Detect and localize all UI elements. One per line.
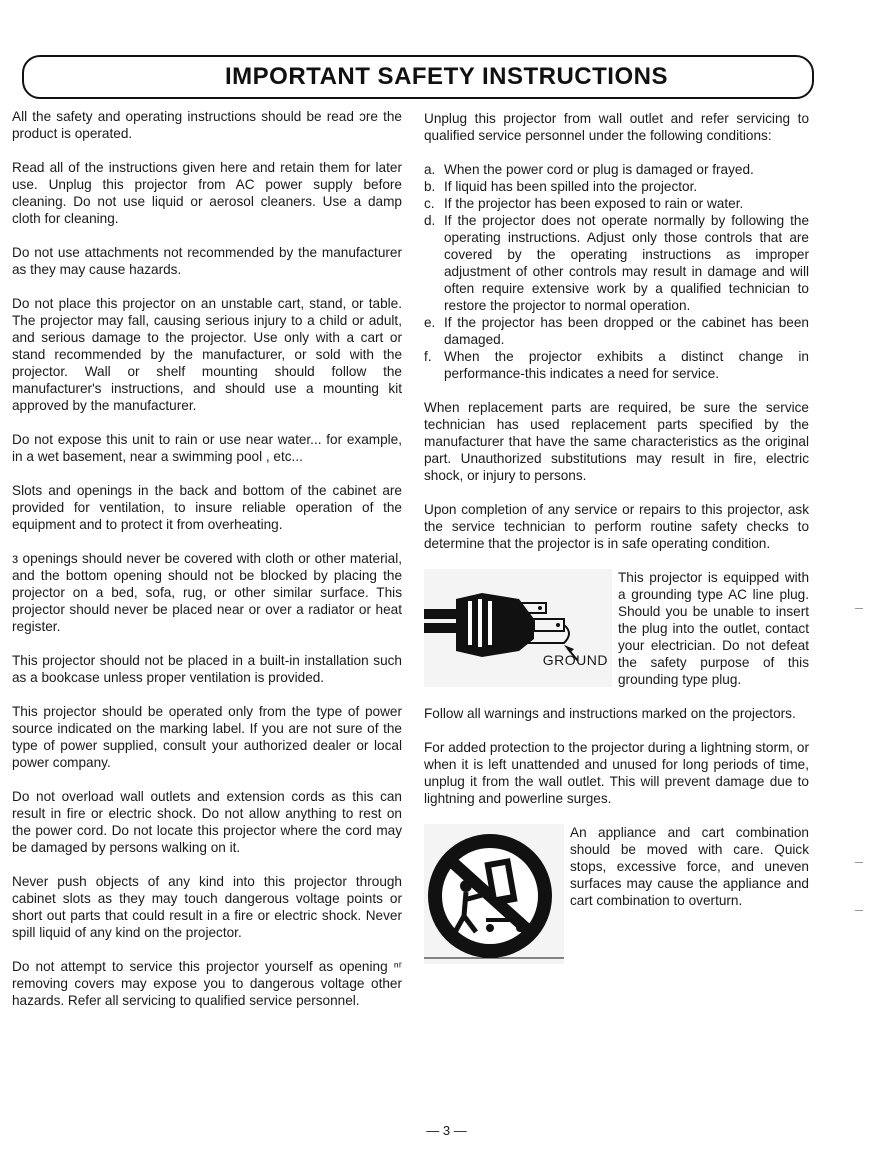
paragraph: Read all of the instructions given here and retain them for later use. Unplug this projector from AC power supply before cleaning. Do not use liquid or aerosol cleaners. Use a damp cloth for cleaning. [12, 160, 402, 226]
list-item [424, 348, 809, 382]
paragraph: Unplug this projector from wall outlet and refer servicing to qualified service personnel under the following conditions: [424, 111, 809, 143]
cart-warning-illustration [424, 824, 564, 964]
list-text: If the projector has been exposed to rain or water. [444, 196, 744, 211]
list-item [424, 161, 809, 178]
list-item [424, 314, 809, 348]
list-marker: e. [424, 315, 436, 330]
paragraph: Slots and openings in the back and bottom of the cabinet are provided for ventilation, to insure reliable operation of the equipment and to protect it from overheating. [12, 483, 402, 532]
cart-tipover-icon [424, 824, 564, 964]
margin-mark [855, 862, 863, 863]
list-marker: d. [424, 213, 436, 228]
list-marker: f. [424, 349, 432, 364]
paragraph: Do not attempt to service this projector yourself as opening ⁿʳ removing covers may expose you to dangerous voltage other hazards. Refer all servicing to qualified service personnel. [12, 959, 402, 1008]
list-text: If the projector has been dropped or the cabinet has been damaged. [444, 315, 809, 347]
list-item [424, 178, 809, 195]
page-title: IMPORTANT SAFETY INSTRUCTIONS [225, 63, 668, 90]
paragraph: Do not use attachments not recommended by the manufacturer as they may cause hazards. [12, 245, 402, 277]
paragraph: For added protection to the projector during a lightning storm, or when it is left unattended and unused for long periods of time, unplug it from the wall outlet. This will prevent damage due to lightning and powerline surges. [424, 740, 809, 806]
paragraph: Do not overload wall outlets and extension cords as this can result in fire or electric shock. Do not allow anything to rest on the power cord. Do not locate this projector where the cord may be damaged by persons walking on it. [12, 789, 402, 855]
conditions-list [424, 161, 809, 382]
margin-mark [855, 608, 863, 609]
paragraph: This projector should not be placed in a built-in installation such as a bookcase unless proper ventilation is provided. [12, 653, 402, 685]
cart-figure [424, 824, 809, 964]
ground-figure-text: This projector is equipped with a grounding type AC line plug. Should you be unable to insert the plug into the outlet, contact your electrician. Do not defeat the safety purpose of this grounding type plug. [618, 570, 809, 687]
list-marker: a. [424, 162, 436, 177]
list-item [424, 195, 809, 212]
paragraph: This projector should be operated only from the type of power source indicated on the marking label. If you are not sure of the type of power supplied, consult your authorized dealer or local power company. [12, 704, 402, 770]
grounding-plug-illustration [424, 569, 612, 687]
list-text: If the projector does not operate normally by following the operating instructions. Adjust only those controls that are covered by the operating instructions as improper adjustment of other controls may result in damage and will often require extensive work by a qualified technician to restore the projector to normal operation. [444, 213, 809, 313]
paragraph: All the safety and operating instructions should be read ɔre the product is operated. [12, 109, 402, 141]
paragraph: When replacement parts are required, be sure the service technician has used replacement parts specified by the manufacturer that have the same characteristics as the original part. Unauthorized substitutions may result in fire, electric shock, or injury to persons. [424, 400, 809, 483]
ground-label: GROUND [542, 652, 608, 668]
margin-mark [855, 910, 863, 911]
paragraph: Do not expose this unit to rain or use near water... for example, in a wet basement, near a swimming pool , etc... [12, 432, 402, 464]
list-text: If liquid has been spilled into the projector. [444, 179, 698, 194]
paragraph: з openings should never be covered with cloth or other material, and the bottom opening should not be blocked by placing the projector on a bed, sofa, rug, or other similar surface. This projector should never be placed near or over a radiator or heat register. [12, 551, 402, 634]
list-marker: c. [424, 196, 435, 211]
right-column [424, 110, 809, 981]
list-text: When the power cord or plug is damaged or frayed. [444, 162, 754, 177]
page-number: — 3 — [426, 1123, 467, 1138]
plug-icon [424, 569, 612, 687]
list-text: When the projector exhibits a distinct change in performance-this indicates a need for service. [444, 349, 809, 381]
list-marker: b. [424, 179, 436, 194]
paragraph: Do not place this projector on an unstable cart, stand, or table. The projector may fall, causing serious injury to a child or adult, and serious damage to the projector. Use only with a cart or stand recommended by the manufacturer, or sold with the projector. Wall or shelf mounting should follow the manufacturer's instructions, and should use a mounting kit approved by the manufacturer. [12, 296, 402, 413]
paragraph: Upon completion of any service or repairs to this projector, ask the service technician to perform routine safety checks to determine that the projector is in safe operating condition. [424, 502, 809, 551]
paragraph: Never push objects of any kind into this projector through cabinet slots as they may touch dangerous voltage points or short out parts that could result in a fire or electric shock. Never spill liquid of any kind on the projector. [12, 874, 402, 940]
left-column [12, 108, 402, 1009]
list-item [424, 212, 809, 314]
ground-figure [424, 569, 809, 688]
paragraph: Follow all warnings and instructions marked on the projectors. [424, 706, 796, 721]
cart-figure-text: An appliance and cart combination should be moved with care. Quick stops, excessive force, and uneven surfaces may cause the appliance and cart combination to overturn. [570, 825, 809, 908]
